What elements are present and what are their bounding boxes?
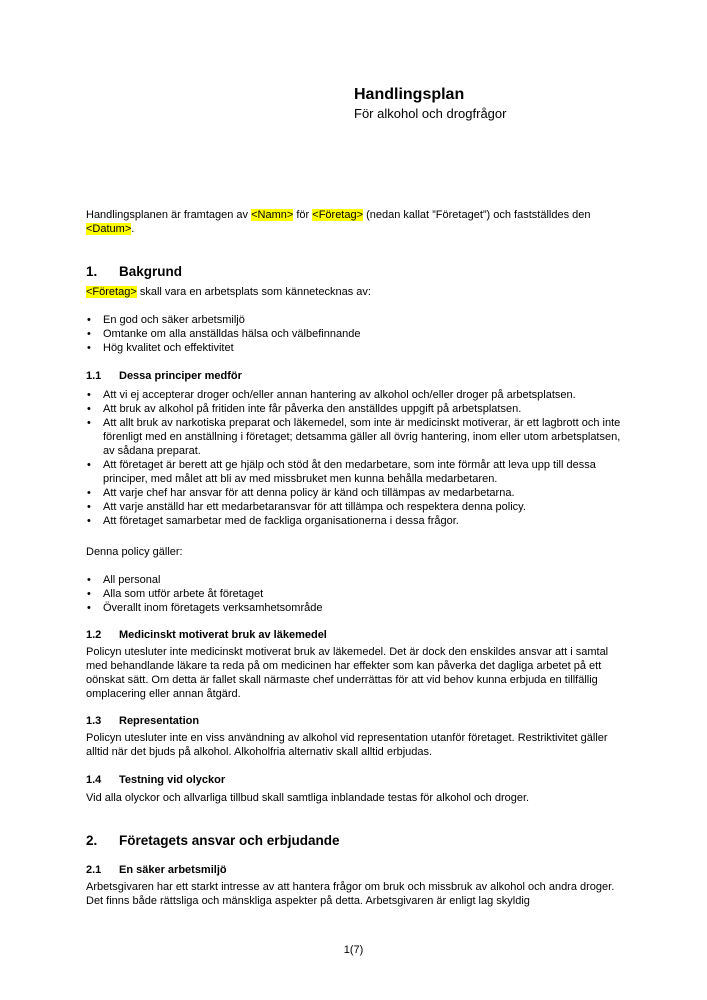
- list-item: • Att företaget samarbetar med de fackliga organisationerna i dessa frågor.: [86, 514, 626, 528]
- subsection-number: 1.2: [86, 629, 102, 641]
- document-subtitle: För alkohol och drogfrågor: [354, 106, 507, 121]
- list-item: • Att bruk av alkohol på fritiden inte får påverka den anställdes uppgift på arbetsplatsen.: [86, 402, 626, 416]
- page-number: 1(7): [343, 944, 364, 956]
- list-item: • Att vi ej accepterar droger och/eller annan hantering av alkohol och/eller droger på arbetsplatsen.: [86, 388, 626, 402]
- intro-text: (nedan kallat ”Företaget”) och fastställdes den: [363, 209, 591, 221]
- subsection-1-4-text: Vid alla olyckor och allvarliga tillbud skall samtliga inblandade testas för alkohol och droger.: [86, 792, 530, 804]
- subsection-1-1-heading: [86, 370, 242, 382]
- intro-paragraph: [86, 208, 626, 236]
- document-title: Handlingsplan: [354, 86, 465, 103]
- subsection-title: Representation: [119, 715, 200, 727]
- section-1-heading: [86, 264, 182, 279]
- subsection-1-4-heading: [86, 774, 225, 786]
- subsection-number: 2.1: [86, 864, 102, 876]
- section-title: Bakgrund: [119, 264, 183, 279]
- list-item: • Att varje chef har ansvar för att denna policy är känd och tillämpas av medarbetarna.: [86, 486, 626, 500]
- policy-scope-bullet-list: [86, 573, 626, 615]
- list-item: • All personal: [86, 573, 626, 587]
- section-2-heading: [86, 833, 340, 848]
- section-1-intro-text: skall vara en arbetsplats som kännetecknas av:: [136, 286, 371, 298]
- placeholder-name: <Namn>: [251, 209, 294, 221]
- list-item: • Att företaget är berett att ge hjälp och stöd åt den medarbetare, som inte förmår att leva upp till dessa principer, med målet att bli av med missbruket men kunna behålla medarbetaren.: [86, 458, 626, 486]
- subsection-number: 1.3: [86, 715, 102, 727]
- subsection-number: 1.1: [86, 370, 102, 382]
- placeholder-company: <Företag>: [86, 286, 137, 298]
- subsection-title: Dessa principer medför: [119, 370, 242, 382]
- section-1-bullet-list: [86, 313, 626, 355]
- list-item: • Överallt inom företagets verksamhetsområde: [86, 601, 626, 615]
- list-item: • Hög kvalitet och effektivitet: [86, 341, 626, 355]
- subsection-1-2-text: Policyn utesluter inte medicinskt motiverat bruk av läkemedel. Det är dock den enskildes ansvar att i samtal med behandlande läkare ta reda på om medicinen har effekter som kan påverka det dagliga arbetet på ett oönskat sätt. Om detta är fallet skall närmaste chef underrättas för att vid behov kunna erbjuda en tillfällig omplacering eller annan åtgärd.: [86, 646, 609, 700]
- intro-text: Handlingsplanen är framtagen av: [86, 209, 252, 221]
- subsection-2-1-text: Arbetsgivaren har ett starkt intresse av att hantera frågor om bruk och missbruk av alkohol och andra droger. Det finns både rättsliga och mänskliga aspekter på detta. Arbetsgivaren är enligt lag skyldig: [86, 881, 615, 907]
- list-item: • Omtanke om alla anställdas hälsa och välbefinnande: [86, 327, 626, 341]
- policy-applies-intro: Denna policy gäller:: [86, 546, 183, 558]
- section-title: Företagets ansvar och erbjudande: [119, 833, 340, 848]
- section-1-intro: [86, 285, 626, 299]
- section-number: 1.: [86, 264, 98, 279]
- subsection-title: Testning vid olyckor: [119, 774, 226, 786]
- list-item: • En god och säker arbetsmiljö: [86, 313, 626, 327]
- intro-text: .: [131, 223, 135, 235]
- placeholder-date: <Datum>: [86, 223, 132, 235]
- section-number: 2.: [86, 833, 98, 848]
- subsection-number: 1.4: [86, 774, 102, 786]
- list-item: • Att allt bruk av narkotiska preparat och läkemedel, som inte är medicinskt motiverar, är ett lagbrott och inte förenligt med en anställning i företaget; detsamma gäller all övrig hantering, inom eller utom arbetsplatsen, av sådana preparat.: [86, 416, 626, 458]
- subsection-title: En säker arbetsmiljö: [119, 864, 227, 876]
- subsection-title: Medicinskt motiverat bruk av läkemedel: [119, 629, 327, 641]
- subsection-1-3-text: Policyn utesluter inte en viss användning av alkohol vid representation utanför företaget. Restriktivitet gäller alltid när det bjuds på alkohol. Alkoholfria alternativ skall alltid erbjudas.: [86, 732, 608, 758]
- intro-text: för: [293, 209, 313, 221]
- list-item: • Att varje anställd har ett medarbetaransvar för att tillämpa och respektera denna policy.: [86, 500, 626, 514]
- subsection-2-1-heading: [86, 864, 227, 876]
- placeholder-company: <Företag>: [312, 209, 364, 221]
- subsection-1-2-heading: [86, 629, 327, 641]
- list-item: • Alla som utför arbete åt företaget: [86, 587, 626, 601]
- principles-bullet-list: [86, 388, 626, 528]
- subsection-1-3-heading: [86, 715, 199, 727]
